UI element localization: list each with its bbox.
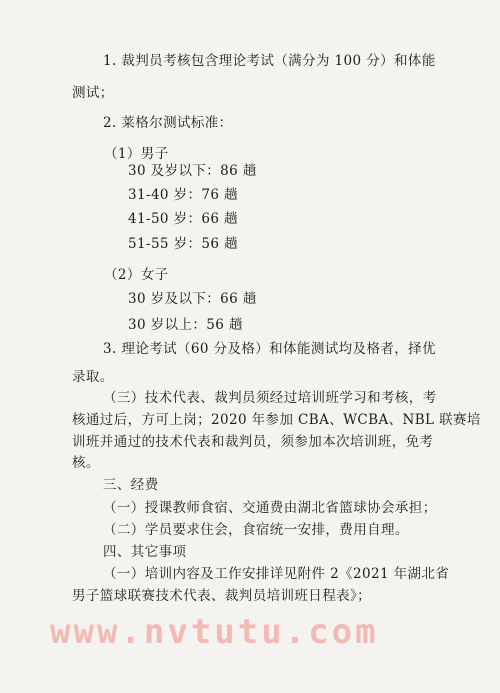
male-standard-3: 41-50 岁：66 趟 <box>128 211 238 227</box>
section-3-para-line-3: 训班并通过的技术代表和裁判员，须参加本次培训班，免考 <box>72 434 434 450</box>
item-3-line-1: 3. 理论考试（60 分及格）和体能测试均及格者，择优 <box>103 341 436 357</box>
fees-item-2: （二）学员要求住会，食宿统一安排，费用自理。 <box>103 522 409 538</box>
item-3-line-2: 录取。 <box>72 369 114 385</box>
item-2-heading: 2. 莱格尔测试标准： <box>103 115 233 131</box>
female-standard-1: 30 岁及以下：66 趟 <box>128 291 257 307</box>
other-item-1-line-1: （一）培训内容及工作安排详见附件 2《2021 年湖北省 <box>103 566 450 582</box>
female-heading: （2）女子 <box>104 267 169 283</box>
fees-item-1: （一）授课教师食宿、交通费由湖北省篮球协会承担； <box>103 500 437 516</box>
section-3-para-line-2: 核通过后，方可上岗；2020 年参加 CBA、WCBA、NBL 联赛培 <box>72 412 481 428</box>
female-standard-2: 30 岁以上：56 趟 <box>128 317 243 333</box>
site-watermark: www.nvtutu.com <box>50 612 379 652</box>
heading-other-matters: 四、其它事项 <box>103 544 187 560</box>
male-standard-1: 30 及岁以下：86 趟 <box>128 163 257 179</box>
male-standard-4: 51-55 岁：56 趟 <box>128 236 238 252</box>
male-standard-2: 31-40 岁：76 趟 <box>128 187 238 203</box>
item-1-line-2: 测试； <box>72 85 114 101</box>
section-3-para-line-4: 核。 <box>72 455 100 471</box>
section-3-para-line-1: （三）技术代表、裁判员须经过培训班学习和考核，考 <box>103 390 437 406</box>
other-item-1-line-2: 男子篮球联赛技术代表、裁判员培训班日程表》； <box>72 588 372 604</box>
male-heading: （1）男子 <box>104 146 169 162</box>
heading-fees: 三、经费 <box>103 477 159 493</box>
item-1-line-1: 1. 裁判员考核包含理论考试（满分为 100 分）和体能 <box>103 53 436 69</box>
